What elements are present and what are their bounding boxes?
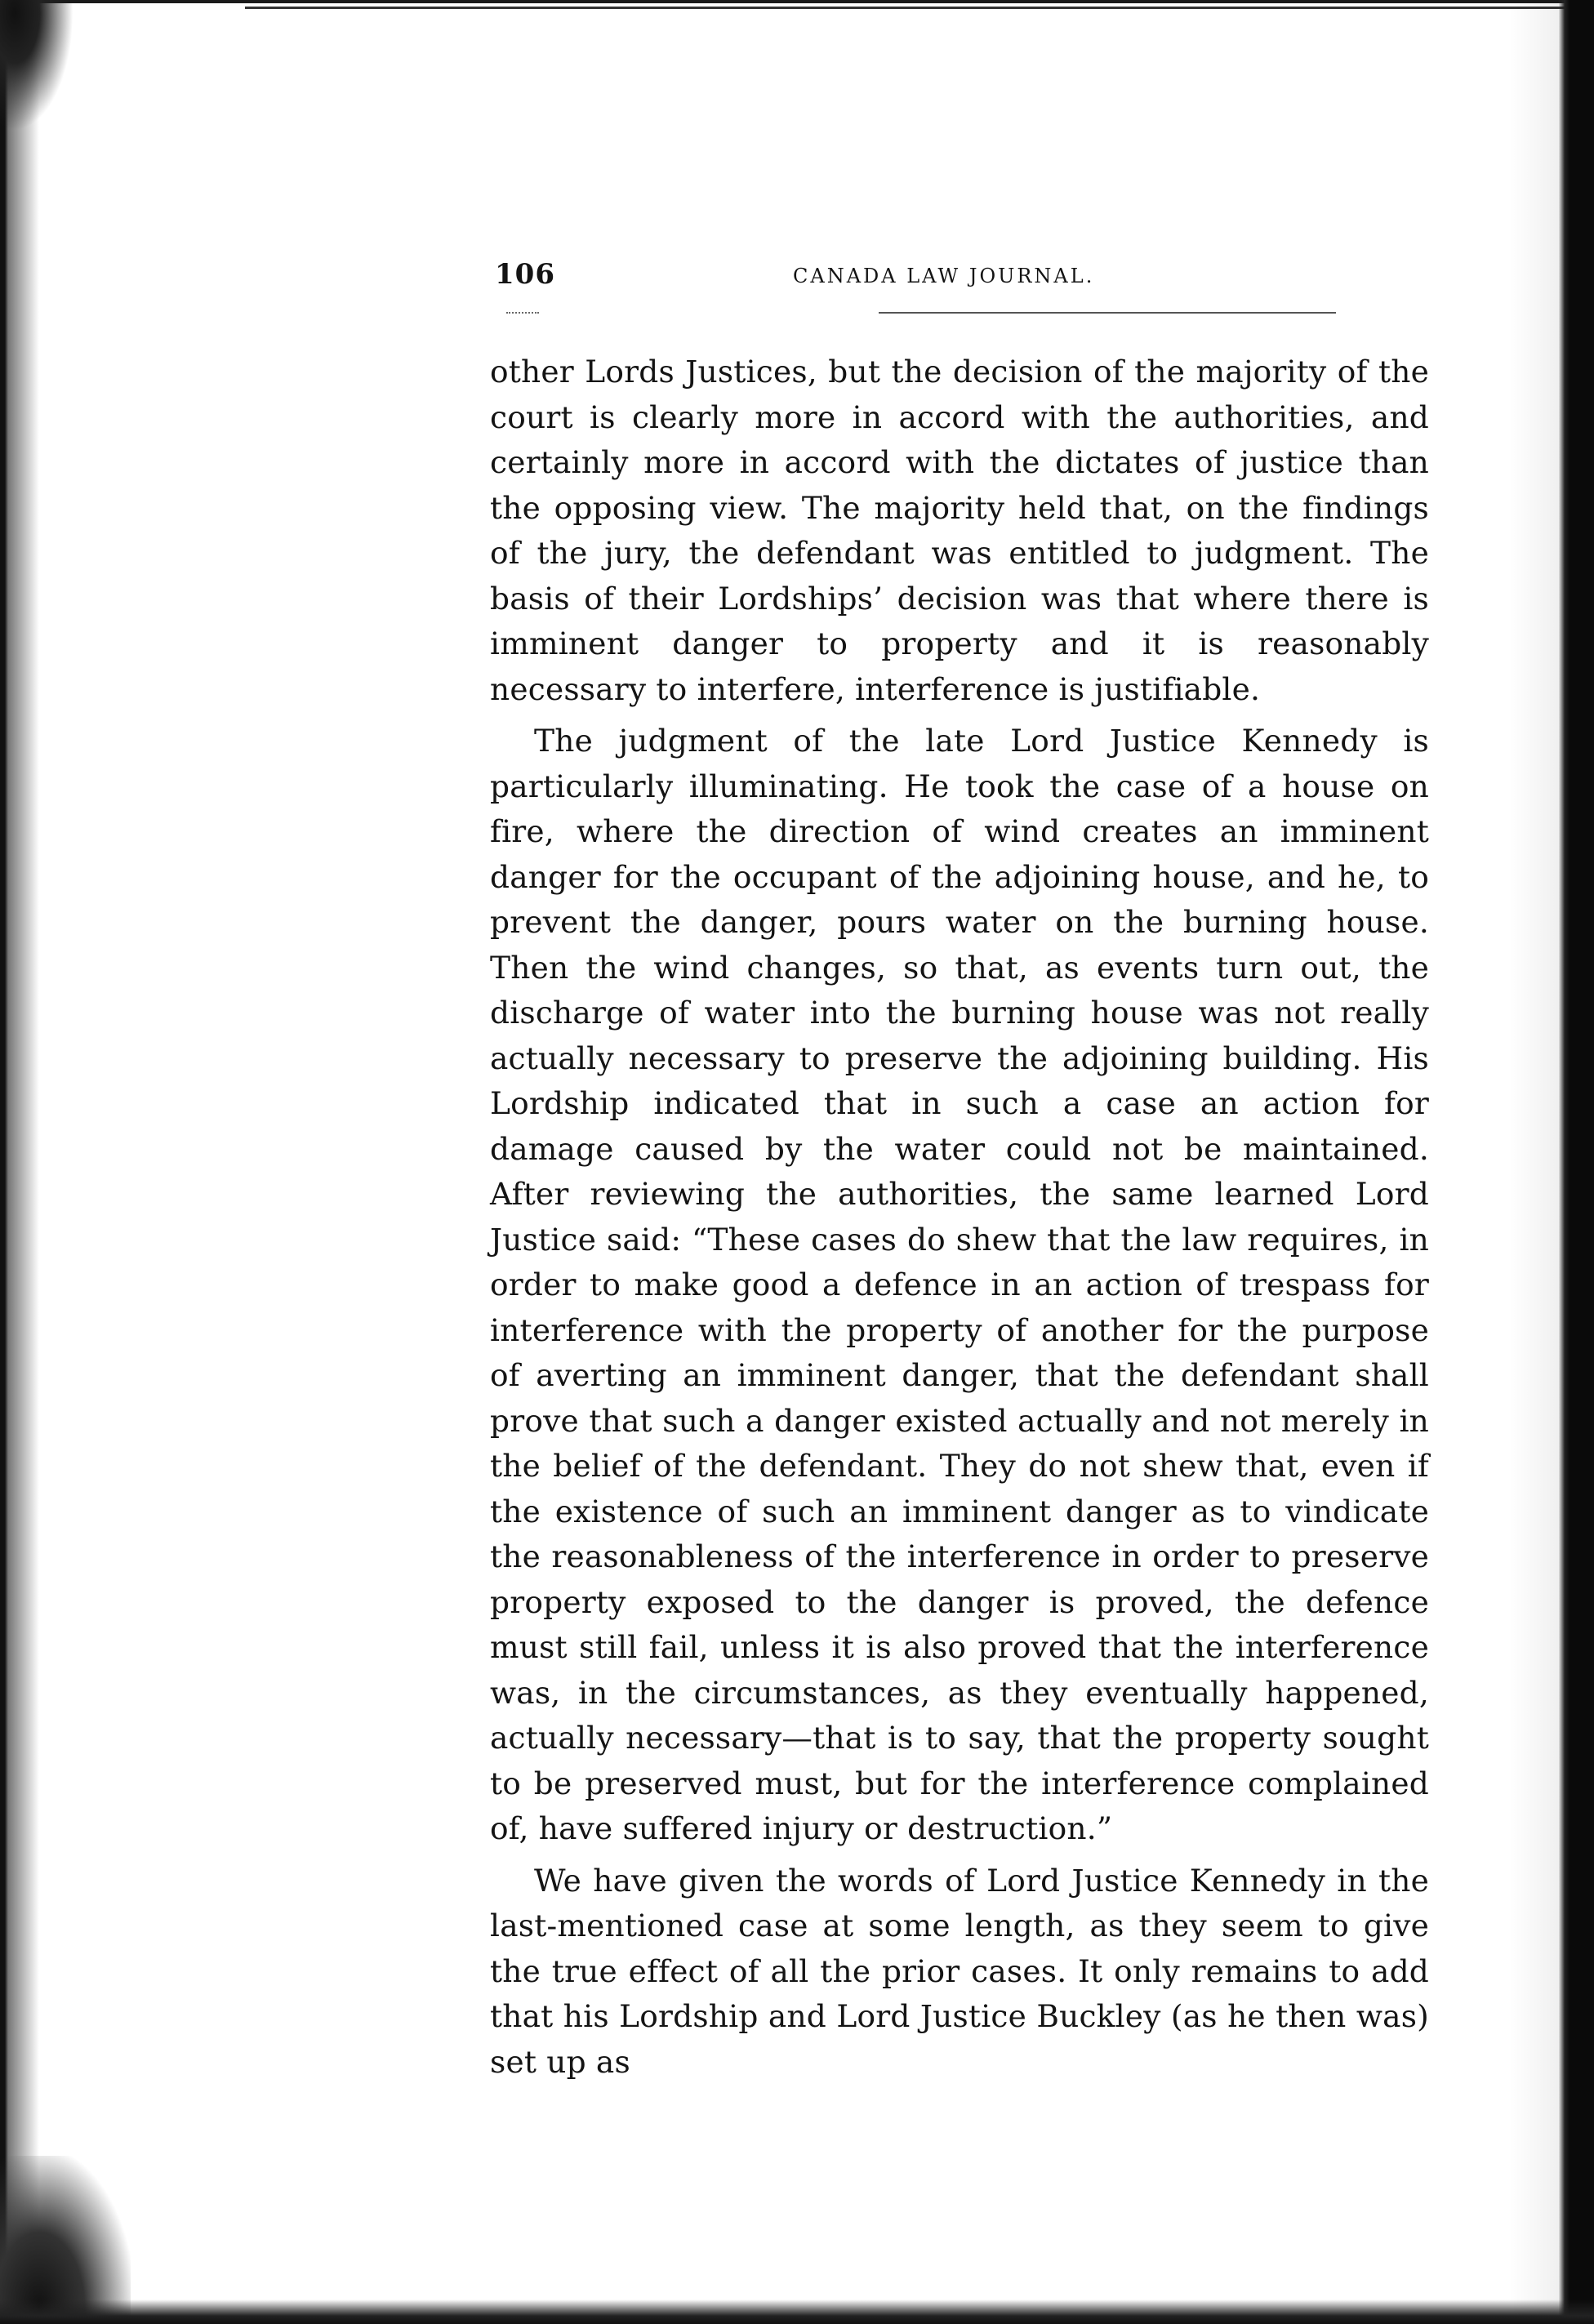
scan-right-shadow <box>1509 0 1558 2324</box>
page-number: 106 <box>495 258 555 291</box>
journal-title: CANADA LAW JOURNAL. <box>793 265 1095 287</box>
running-head <box>495 258 1422 307</box>
paragraph: other Lords Justices, but the decision of the majority of the court is clearly more in accord with the authorities, and certainly more in accord with the dictates of justice than the opposing view. The majority held that, on the findings of the jury, the defendant was entitled to judgment. The basis of their Lordships’ decision was that where there is imminent danger to property and it is reasonably necessary to interfere, interference is justifiable. <box>490 354 1429 707</box>
paragraph: We have given the words of Lord Justice Kennedy in the last-mentioned case at some length, as they seem to give the true effect of all the prior cases. It only remains to add that his Lordship and Lord Justice Buckley (as he then was) set up as <box>490 1862 1429 2080</box>
head-dots <box>506 312 539 315</box>
scan-left-edge <box>0 0 39 2324</box>
scan-top-edge <box>0 0 1594 18</box>
head-rule <box>879 312 1336 314</box>
scan-top-rule <box>245 7 1568 9</box>
scan-right-edge <box>1558 0 1594 2324</box>
body-text <box>490 349 1429 2085</box>
paragraph: The judgment of the late Lord Justice Kennedy is particularly illuminating. He took the case of a house on fire, where the direction of wind creates an imminent danger for the occupant of the adjoining house, and he, to prevent the danger, pours water on the burning house. Then the wind changes, so that, as events turn out, the discharge of water into the burning house was not really actually necessary to preserve the adjoining building. His Lordship indicated that in such a case an action for damage caused by the water could not be maintained. After reviewing the authorities, the same learned Lord Justice said: “These cases do shew that the law requires, in order to make good a defence in an action of trespass for interference with the property of another for the purpose of averting an imminent danger, that the defendant shall prove that such a danger existed actually and not merely in the belief of the defendant. They do not shew that, even if the existence of such an imminent danger as to vindicate the reasonableness of the interference in order to preserve property exposed to the danger is proved, the defence must still fail, unless it is also proved that the interference was, in the circumstances, as they eventually happened, actually necessary—that is to say, that the property sought to be preserved must, but for the interference complained of, have suffered injury or destruction.” <box>490 723 1429 1846</box>
scan-bottom-edge <box>0 2300 1594 2324</box>
scan-left-blot <box>0 0 73 131</box>
